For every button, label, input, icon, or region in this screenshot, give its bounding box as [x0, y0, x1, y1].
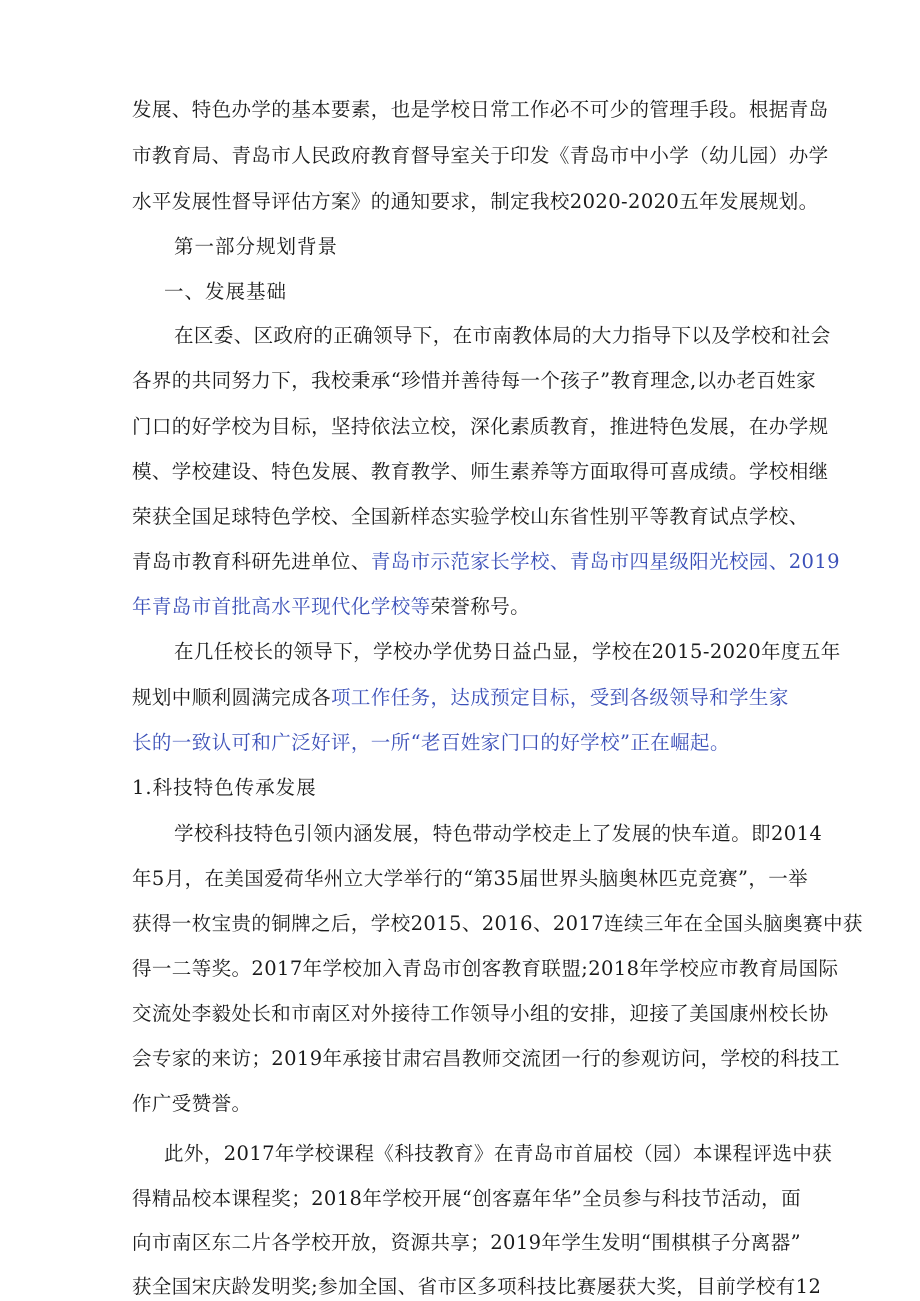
para3-line-3: 获得一枚宝贵的铜牌之后，学校2015、2016、2017连续三年在全国头脑奥赛中获 [132, 912, 863, 935]
para1-line-7 [132, 593, 832, 621]
para1-line-7-plain: 荣誉称号。 [430, 595, 531, 618]
para2-line-2 [132, 684, 832, 712]
para4-line-2: 得精品校本课程奖；2018年学校开展“创客嘉年华”全员参与科技节活动，面 [132, 1187, 801, 1210]
intro-line-1: 发展、特色办学的基本要素，也是学校日常工作必不可少的管理手段。根据青岛 [132, 98, 829, 121]
para2-line-1: 在几任校长的领导下，学校办学优势日益凸显，学校在2015-2020年度五年 [174, 640, 841, 663]
para1-line-5: 荣获全国足球特色学校、全国新样态实验学校山东省性别平等教育试点学校、 [132, 505, 809, 528]
intro-line-3: 水平发展性督导评估方案》的通知要求，制定我校2020-2020五年发展规划。 [132, 190, 819, 213]
para3-line-6: 会专家的来访；2019年承接甘肃宕昌教师交流团一行的参观访问，学校的科技工 [132, 1047, 840, 1070]
para1-line-6-plain: 青岛市教育科研先进单位、 [132, 550, 371, 573]
honor-highlight-2: 年青岛市首批高水平现代化学校等 [132, 595, 431, 618]
para4-line-4: 获全国宋庆龄发明奖;参加全国、省市区多项科技比赛屡获大奖，目前学校有12 [132, 1275, 822, 1298]
para3-line-4: 得一二等奖。2017年学校加入青岛市创客教育联盟;2018年学校应市教育局国际 [132, 957, 839, 980]
para1-line-3: 门口的好学校为目标，坚持依法立校，深化素质教育，推进特色发展，在办学规 [132, 415, 829, 438]
para3-line-5: 交流处李毅处长和市南区对外接待工作领导小组的安排，迎接了美国康州校长协 [132, 1002, 829, 1025]
para4-line-1: 此外，2017年学校课程《科技教育》在青岛市首届校（园）本课程评选中获 [164, 1142, 833, 1165]
intro-line-2: 市教育局、青岛市人民政府教育督导室关于印发《青岛市中小学（幼儿园）办学 [132, 144, 829, 167]
section-title: 一、发展基础 [164, 280, 288, 303]
para2-highlight-2: 长的一致认可和广泛好评，一所“老百姓家门口的好学校”正在崛起。 [132, 731, 730, 754]
para3-line-2: 年5月，在美国爱荷华州立大学举行的“第35届世界头脑奥林匹克竞赛”，一举 [132, 867, 809, 890]
part-title: 第一部分规划背景 [174, 235, 339, 258]
para4-line-3: 向市南区东二片各学校开放，资源共享；2019年学生发明“围棋棋子分离器” [132, 1231, 801, 1254]
para1-line-4: 模、学校建设、特色发展、教育教学、师生素养等方面取得可喜成绩。学校相继 [132, 460, 829, 483]
para3-line-1: 学校科技特色引领内涵发展，特色带动学校走上了发展的快车道。即2014 [174, 822, 823, 845]
para3-line-7: 作广受赞誉。 [132, 1092, 252, 1115]
sub-title: 1.科技特色传承发展 [132, 776, 317, 799]
para1-line-2: 各界的共同努力下，我校秉承“珍惜并善待每一个孩子”教育理念,以办老百姓家 [132, 369, 817, 392]
para1-line-1: 在区委、区政府的正确领导下，在市南教体局的大力指导下以及学校和社会 [174, 324, 831, 347]
honor-highlight-1: 青岛市示范家长学校、青岛市四星级阳光校园、2019 [370, 550, 840, 573]
para2-highlight-1: 项工作任务，达成预定目标，受到各级领导和学生家 [331, 686, 789, 709]
para2-line-2-plain: 规划中顺利圆满完成各 [132, 686, 332, 709]
para1-line-6 [132, 548, 840, 576]
